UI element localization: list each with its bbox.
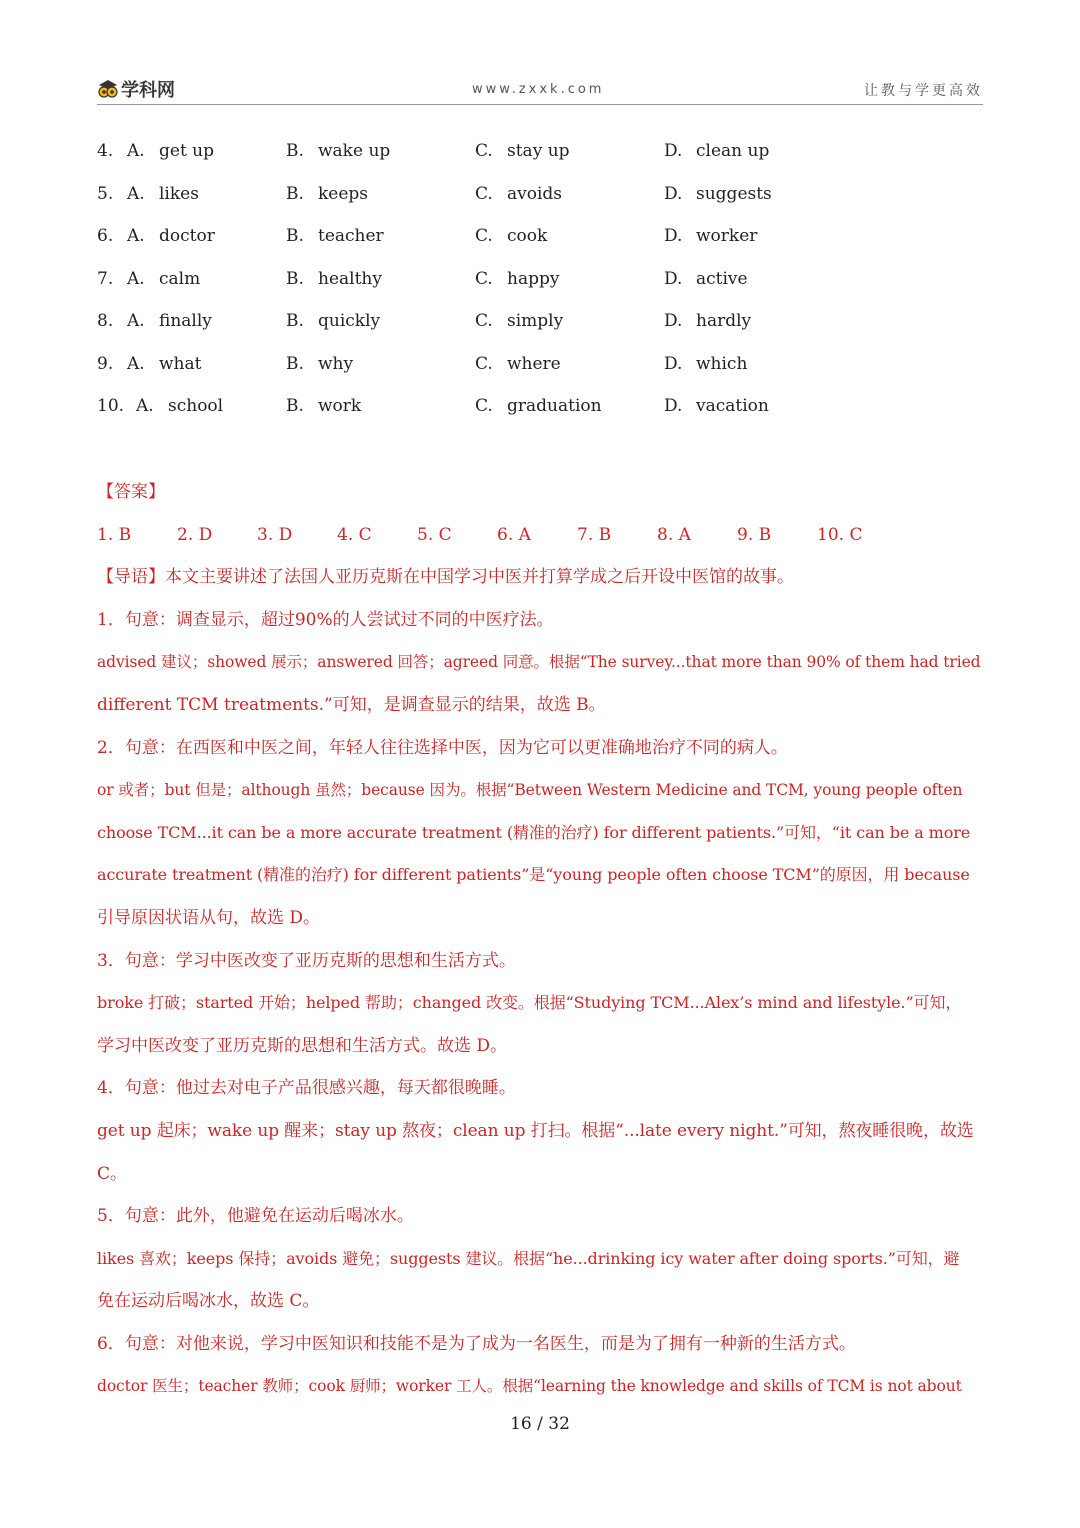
option-a: A. what [127,353,202,374]
explanation-line: 3．句意：学习中医改变了亚历克斯的思想和生活方式。 [97,950,516,971]
option-b: B. healthy [286,268,382,289]
explanation-line: or 或者；but 但是；although 虽然；because 因为。根据“Between Western Medicine and TCM, young people often [97,781,963,800]
option-a: A. doctor [127,226,215,246]
option-b: B. why [286,353,354,374]
option-a: A. calm [127,268,201,289]
site-logo[interactable] [97,76,175,102]
page-number: 16 / 32 [510,1414,570,1434]
option-a: A. likes [127,183,199,204]
answer-key: 7. B [577,524,612,545]
option-a: A. finally [127,311,212,331]
explanation-line: doctor 医生；teacher 教师；cook 厨师；worker 工人。根据“learning the knowledge and skills of TCM is not about [97,1377,962,1396]
option-b: B. work [286,396,362,416]
answer-key: 5. C [417,524,452,545]
explanation-line: 引导原因状语从句，故选 D。 [97,907,321,928]
option-list [97,131,983,429]
logo-text: 学科网 [121,80,175,101]
option-b: B. keeps [286,183,369,204]
question-number: 10. [97,396,125,416]
option-c: C. happy [475,268,560,289]
option-c: C. cook [475,226,548,246]
explanation-line: get up 起床；wake up 醒来；stay up 熬夜；clean up 打扫。根据“...late every night.”可知，熬夜睡很晚，故选 [97,1120,974,1141]
explanation-line: 1．句意：调查显示，超过90%的人尝试过不同的中医疗法。 [97,609,554,630]
option-c: C. avoids [475,183,563,204]
option-row [97,131,983,174]
intro-line: 【导语】本文主要讲述了法国人亚历克斯在中国学习中医并打算学成之后开设中医馆的故事。 [97,567,794,588]
answer-key-row [97,514,983,557]
option-row [97,216,983,259]
option-c: C. where [475,353,561,374]
option-c: C. stay up [475,141,570,161]
answer-key: 10. C [817,524,863,545]
option-d: D. clean up [664,141,770,161]
option-b: B. wake up [286,141,391,161]
site-url[interactable]: www.zxxk.com [472,82,605,97]
answer-section [97,471,983,1408]
question-number: 8. [97,311,114,331]
option-d: D. hardly [664,311,752,331]
option-row [97,259,983,302]
option-d: D. worker [664,226,758,246]
explanation-line: 6．句意：对他来说，学习中医知识和技能不是为了成为一名医生，而是为了拥有一种新的生活方式。 [97,1333,856,1354]
option-c: C. simply [475,311,564,331]
answer-key: 6. A [497,524,531,545]
question-number: 5. [97,183,114,204]
explanation-line: 5．句意：此外，他避免在运动后喝冰水。 [97,1206,414,1227]
explanation-line: 2．句意：在西医和中医之间，年轻人往往选择中医，因为它可以更准确地治疗不同的病人。 [97,737,788,758]
answer-heading: 【答案】 [97,482,165,502]
option-b: B. teacher [286,226,384,246]
explanation-line: 免在运动后喝冰水，故选 C。 [97,1291,320,1312]
question-number: 4. [97,141,114,161]
page-header [97,72,983,105]
site-slogan: 让教与学更高效 [864,83,983,99]
option-d: D. suggests [664,183,772,204]
explanation-line: accurate treatment (精准的治疗) for different patients”是“young people often choose TCM”的原因，用 because [97,865,970,885]
option-a: A. school [136,396,224,416]
logo-owl-icon [97,79,119,99]
option-row [97,344,983,387]
option-b: B. quickly [286,311,381,331]
question-number: 7. [97,268,114,289]
explanation-line: 4．句意：他过去对电子产品很感兴趣，每天都很晚睡。 [97,1078,516,1099]
explanation-line: C。 [97,1163,128,1184]
explanation-line: broke 打破；started 开始；helped 帮助；changed 改变。根据“Studying TCM...Alex’s mind and lifestyle.”可知， [97,993,962,1013]
answer-key: 4. C [337,524,372,545]
option-a: A. get up [127,141,215,161]
question-number: 9. [97,353,114,374]
option-c: C. graduation [475,396,602,416]
option-d: D. which [664,353,748,374]
option-d: D. active [664,268,748,289]
option-row [97,386,983,429]
answer-key: 2. D [177,524,213,545]
option-row [97,301,983,344]
option-row [97,174,983,217]
answer-key: 3. D [257,524,293,545]
answer-key: 1. B [97,524,132,545]
answer-key: 9. B [737,524,772,545]
explanation-line: 学习中医改变了亚历克斯的思想和生活方式。故选 D。 [97,1035,508,1056]
answer-key: 8. A [657,524,691,545]
explanation-line: likes 喜欢；keeps 保持；avoids 避免；suggests 建议。根据“he...drinking icy water after doing sports.”可知，避 [97,1248,960,1268]
explanation-line: advised 建议；showed 展示；answered 回答；agreed 同意。根据“The survey...that more than 90% of them had tried [97,653,981,672]
option-d: D. vacation [664,396,769,416]
explanation-line: choose TCM...it can be a more accurate treatment (精准的治疗) for different patients.”可知，“it can be a more [97,822,971,842]
explanation-line: different TCM treatments.”可知，是调查显示的结果，故选 B。 [97,694,606,715]
question-number: 6. [97,226,114,246]
